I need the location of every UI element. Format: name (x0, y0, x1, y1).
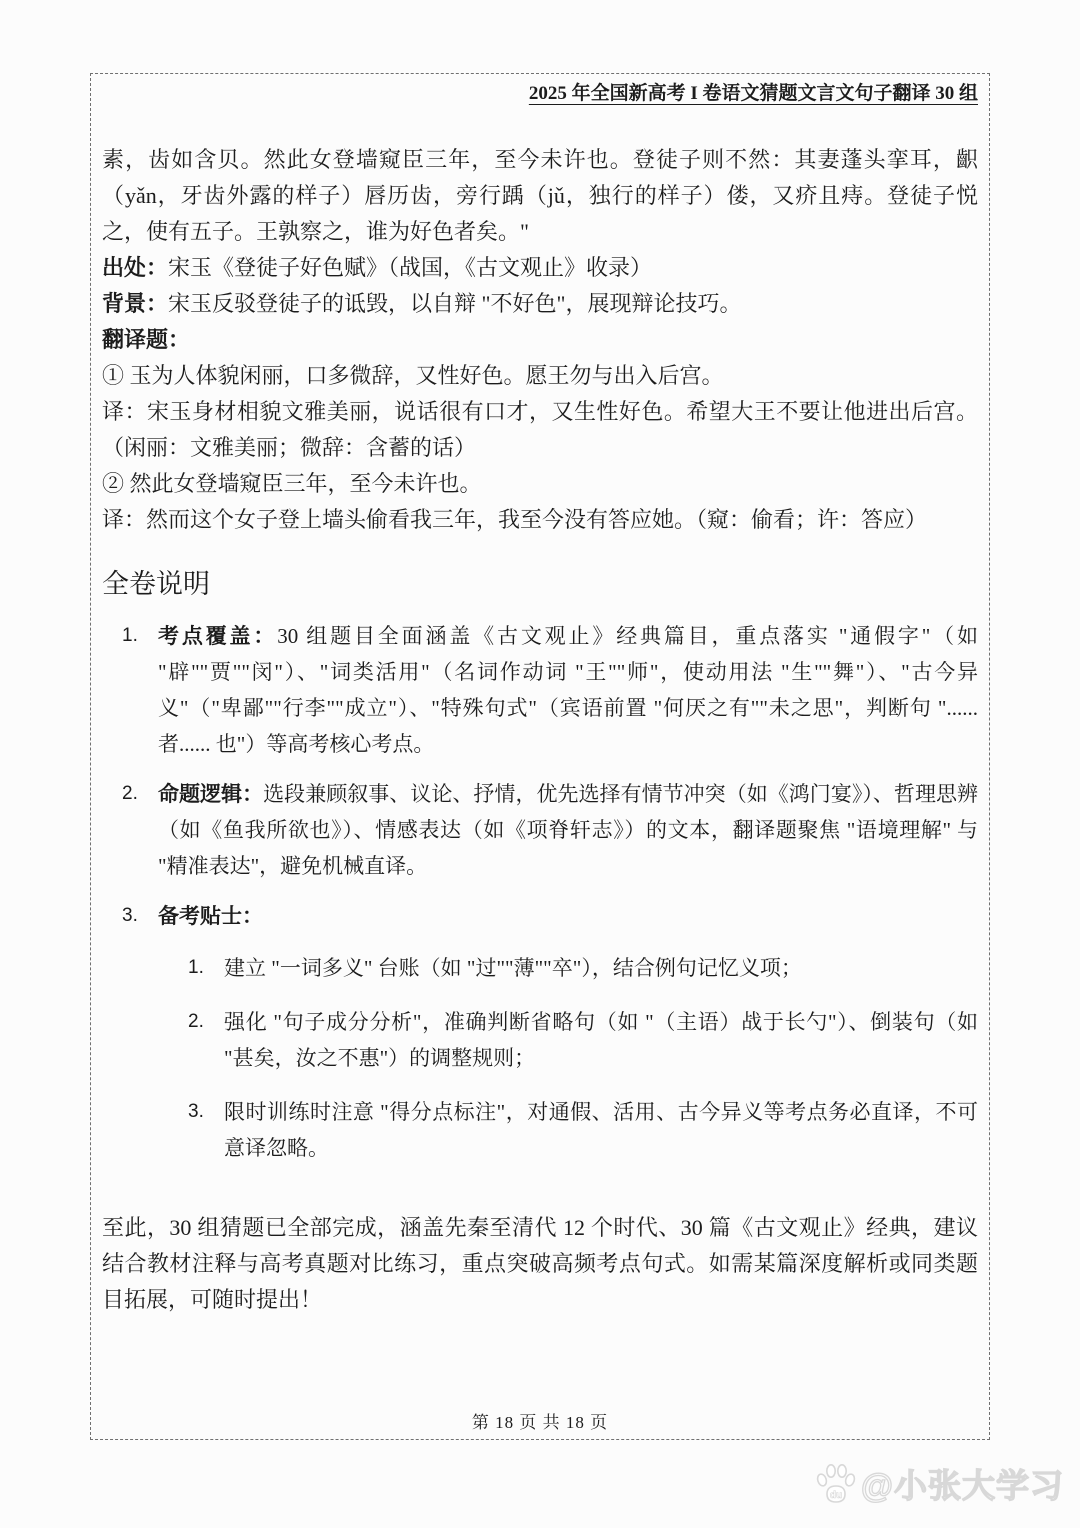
trans-label: 译： (102, 399, 147, 424)
watermark (814, 1460, 1064, 1507)
list-item-text (158, 898, 978, 934)
list-item-text: 限时训练时注意 "得分点标注"，对通假、活用、古今异义等考点务必直译，不可意译忽略。 (224, 1100, 978, 1160)
list-item (102, 898, 978, 934)
list-item-number: 2. (188, 1011, 204, 1032)
page-header-title: 2025 年全国新高考 I 卷语文猜题文言文句子翻译 30 组 (528, 83, 978, 104)
sentence-item-2 (102, 466, 978, 502)
section-title: 全卷说明 (102, 569, 210, 599)
translation-section-label: 翻译题： (102, 327, 191, 352)
list-item-text: 强化 "句子成分分析"，准确判断省略句（如 "（主语）战于长勺"）、倒装句（如 "甚矣，汝之不惠"）的调整规则； (224, 1010, 978, 1070)
page-number-footer: 第 18 页 共 18 页 (471, 1413, 609, 1432)
trans-text: 然而这个女子登上墙头偷看我三年，我至今没有答应她。（窥：偷看；许：答应） (146, 507, 928, 532)
closing-paragraph: 至此，30 组猜题已全部完成，涵盖先秦至清代 12 个时代、30 篇《古文观止》经典，建议结合教材注释与高考真题对比练习，重点突破高频考点句式。如需某篇深度解析或同类题目拓展，可随时提出！ (102, 1215, 978, 1312)
background-label: 背景： (102, 291, 169, 316)
sentence-item-1 (102, 358, 978, 394)
page-header (102, 80, 978, 108)
list-item-text: 考点覆盖：30 组题目全面涵盖《古文观止》经典篇目，重点落实 "通假字"（如 "辟""贾""闵"）、"词类活用"（名词作动词 "王""师"，使动用法 "生""舞"）、"古今异义"（"卑鄙""行李""成立"）、"特殊句式"（宾语前置 "何厌之有""未之思"，判断句 "...... 者...... 也"）等高考核心考点。 (158, 624, 978, 756)
list-item-label: 考点覆盖： (158, 624, 278, 648)
list-item-label: 命题逻辑： (158, 782, 264, 806)
watermark-text: @小张大学习 (860, 1467, 1064, 1504)
translation-item-2 (102, 502, 978, 538)
svg-text:du: du (829, 1489, 842, 1501)
list-item (102, 618, 978, 762)
list-item-number: 2. (122, 783, 138, 804)
tips-list (102, 950, 978, 1166)
list-item (102, 776, 978, 884)
source-label: 出处： (102, 255, 169, 280)
section-gap (102, 538, 978, 564)
passage-paragraph: 素，齿如含贝。然此女登墙窥臣三年，至今未许也。登徒子则不然：其妻蓬头挛耳，齞（yǎn，牙齿外露的样子）唇历齿，旁行踽（jǔ，独行的样子）偻，又疥且痔。登徒子悦之，使有五子。王孰察之，谁为好色者矣。" (102, 147, 978, 244)
item-sentence: 玉为人体貌闲丽，口多微辞，又性好色。愿王勿与出入后宫。 (129, 363, 724, 388)
trans-text: 宋玉身材相貌文雅美丽，说话很有口才，又生性好色。希望大王不要让他进出后宫。（闲丽：文雅美丽；微辞：含蓄的话） (102, 399, 978, 460)
list-item-number: 3. (122, 905, 138, 926)
summary-list (102, 618, 978, 1166)
trans-label: 译： (102, 507, 147, 532)
item-marker: ② (102, 471, 125, 496)
list-item-number: 3. (188, 1101, 204, 1122)
background-line (102, 286, 978, 322)
nested-list-item (102, 1094, 978, 1166)
list-item-text: 建立 "一词多义" 台账（如 "过""薄""卒"），结合例句记忆义项； (224, 956, 802, 980)
source-line (102, 250, 978, 286)
baidu-paw-icon (814, 1461, 858, 1507)
document-page (90, 73, 990, 1440)
item-marker: ① (102, 363, 125, 388)
nested-list-item (102, 1004, 978, 1076)
nested-list-item (102, 950, 978, 986)
item-sentence: 然此女登墙窥臣三年，至今未许也。 (129, 471, 482, 496)
list-item-number: 1. (188, 957, 204, 978)
list-item-label: 备考贴士： (158, 904, 263, 928)
list-item-number: 1. (122, 625, 138, 646)
source-text: 宋玉《登徒子好色赋》（战国，《古文观止》收录） (168, 255, 653, 280)
background-text: 宋玉反驳登徒子的诋毁，以自辩 "不好色"，展现辩论技巧。 (168, 291, 742, 316)
list-item-text: 命题逻辑：选段兼顾叙事、议论、抒情，优先选择有情节冲突（如《鸿门宴》）、哲理思辨（如《鱼我所欲也》）、情感表达（如《项脊轩志》）的文本，翻译题聚焦 "语境理解" 与 "精准表达"，避免机械直译。 (158, 782, 979, 878)
translation-item-1 (102, 394, 978, 466)
